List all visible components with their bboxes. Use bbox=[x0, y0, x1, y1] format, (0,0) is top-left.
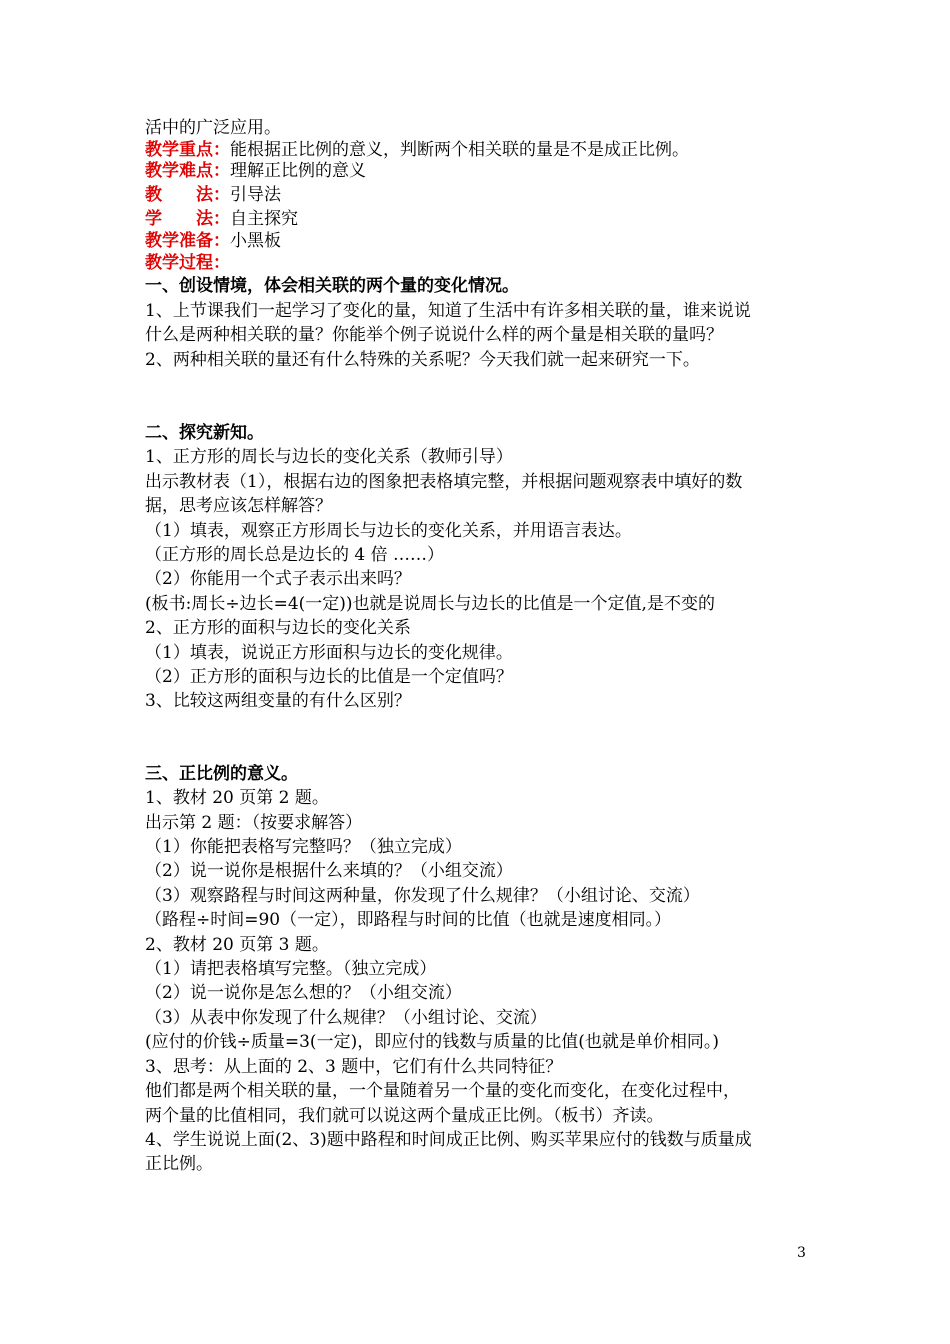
meta-process bbox=[145, 253, 815, 275]
section-1 bbox=[145, 274, 815, 372]
paragraph-line: 两个量的比值相同，我们就可以说这两个量成正比例。（板书）齐读。 bbox=[145, 1105, 664, 1126]
paragraph-line: 什么是两种相关联的量？你能举个例子说说什么样的两个量是相关联的量吗？ bbox=[145, 325, 723, 346]
paragraph-line: 2、正方形的面积与边长的变化关系 bbox=[145, 618, 411, 639]
section-2 bbox=[145, 421, 815, 714]
meta-label: 教学难点： bbox=[145, 161, 230, 181]
paragraph-line: 1、教材 20 页第 2 题。 bbox=[145, 788, 329, 809]
paragraph-line: 3、比较这两组变量的有什么区别？ bbox=[145, 691, 411, 712]
paragraph-line: （1）填表，说说正方形面积与边长的变化规律。 bbox=[145, 642, 513, 663]
paragraph-line: （2）说一说你是根据什么来填的？（小组交流） bbox=[145, 861, 513, 882]
paragraph-line: 据，思考应该怎样解答？ bbox=[145, 496, 332, 517]
paragraph-line: （2）你能用一个式子表示出来吗？ bbox=[145, 569, 411, 590]
meta-difficulties bbox=[145, 161, 815, 183]
paragraph-line: （3）观察路程与时间这两种量，你发现了什么规律？（小组讨论、交流） bbox=[145, 885, 700, 906]
paragraph-line: 正比例。 bbox=[145, 1154, 213, 1175]
meta-value: 能根据正比例的意义，判断两个相关联的量是不是成正比例。 bbox=[230, 139, 689, 160]
section-3 bbox=[145, 762, 815, 1177]
meta-label: 教学过程： bbox=[145, 252, 230, 273]
meta-label: 教学重点： bbox=[145, 139, 230, 160]
paragraph-line: (应付的价钱÷质量=3(一定)，即应付的钱数与质量的比值(也就是单价相同。) bbox=[145, 1032, 719, 1053]
paragraph-line: （路程÷时间=90（一定），即路程与时间的比值（也就是速度相同。） bbox=[145, 910, 672, 931]
paragraph-line: （1）请把表格填写完整。（独立完成） bbox=[145, 959, 437, 980]
meta-value: 引导法 bbox=[230, 184, 281, 205]
paragraph-line: （2）正方形的面积与边长的比值是一个定值吗？ bbox=[145, 667, 513, 687]
paragraph-line: （2）说一说你是怎么想的？（小组交流） bbox=[145, 983, 462, 1004]
paragraph-line: 4、学生说说上面(2、3)题中路程和时间成正比例、购买苹果应付的钱数与质量成 bbox=[145, 1129, 752, 1150]
lesson-meta bbox=[145, 140, 815, 275]
spacer bbox=[145, 714, 815, 762]
meta-label: 学 法： bbox=[145, 208, 230, 229]
page-content bbox=[145, 118, 815, 1177]
meta-learning-method bbox=[145, 207, 815, 231]
paragraph-line: 出示教材表（1），根据右边的图象把表格填完整，并根据问题观察表中填好的数 bbox=[145, 471, 743, 492]
section-heading: 一、创设情境，体会相关联的两个量的变化情况。 bbox=[145, 276, 519, 297]
meta-label: 教 法： bbox=[145, 184, 230, 205]
paragraph-line: 3、思考：从上面的 2、3 题中，它们有什么共同特征？ bbox=[145, 1056, 563, 1077]
spacer bbox=[145, 372, 815, 421]
meta-teaching-method bbox=[145, 183, 815, 207]
section-heading: 二、探究新知。 bbox=[145, 422, 264, 443]
intro-tail: 活中的广泛应用。 bbox=[145, 118, 281, 138]
paragraph-line: （1）你能把表格写完整吗？（独立完成） bbox=[145, 837, 462, 858]
paragraph-line: 2、教材 20 页第 3 题。 bbox=[145, 934, 329, 955]
meta-value: 自主探究 bbox=[230, 208, 298, 229]
meta-value: 理解正比例的意义 bbox=[230, 161, 366, 181]
meta-value: 小黑板 bbox=[230, 231, 281, 252]
paragraph-line: 出示第 2 题：（按要求解答） bbox=[145, 812, 363, 833]
paragraph-line: 2、两种相关联的量还有什么特殊的关系呢？今天我们就一起来研究一下。 bbox=[145, 349, 700, 370]
paragraph-line: 1、上节课我们一起学习了变化的量，知道了生活中有许多相关联的量，谁来说说 bbox=[145, 300, 751, 321]
meta-label: 教学准备： bbox=[145, 231, 230, 252]
section-heading: 三、正比例的意义。 bbox=[145, 763, 298, 784]
paragraph-line: (板书:周长÷边长=4(一定))也就是说周长与边长的比值是一个定值,是不变的 bbox=[145, 593, 715, 614]
paragraph-line: （正方形的周长总是边长的 4 倍 ……） bbox=[145, 544, 445, 565]
paragraph-line: （1）填表，观察正方形周长与边长的变化关系，并用语言表达。 bbox=[145, 520, 632, 541]
paragraph-line: （3）从表中你发现了什么规律？（小组讨论、交流） bbox=[145, 1007, 547, 1028]
page-number: 3 bbox=[797, 1245, 806, 1261]
paragraph-line: 他们都是两个相关联的量，一个量随着另一个量的变化而变化，在变化过程中， bbox=[145, 1081, 740, 1102]
meta-preparation bbox=[145, 231, 815, 253]
meta-key-points bbox=[145, 140, 815, 162]
paragraph-line: 1、正方形的周长与边长的变化关系（教师引导） bbox=[145, 447, 513, 468]
